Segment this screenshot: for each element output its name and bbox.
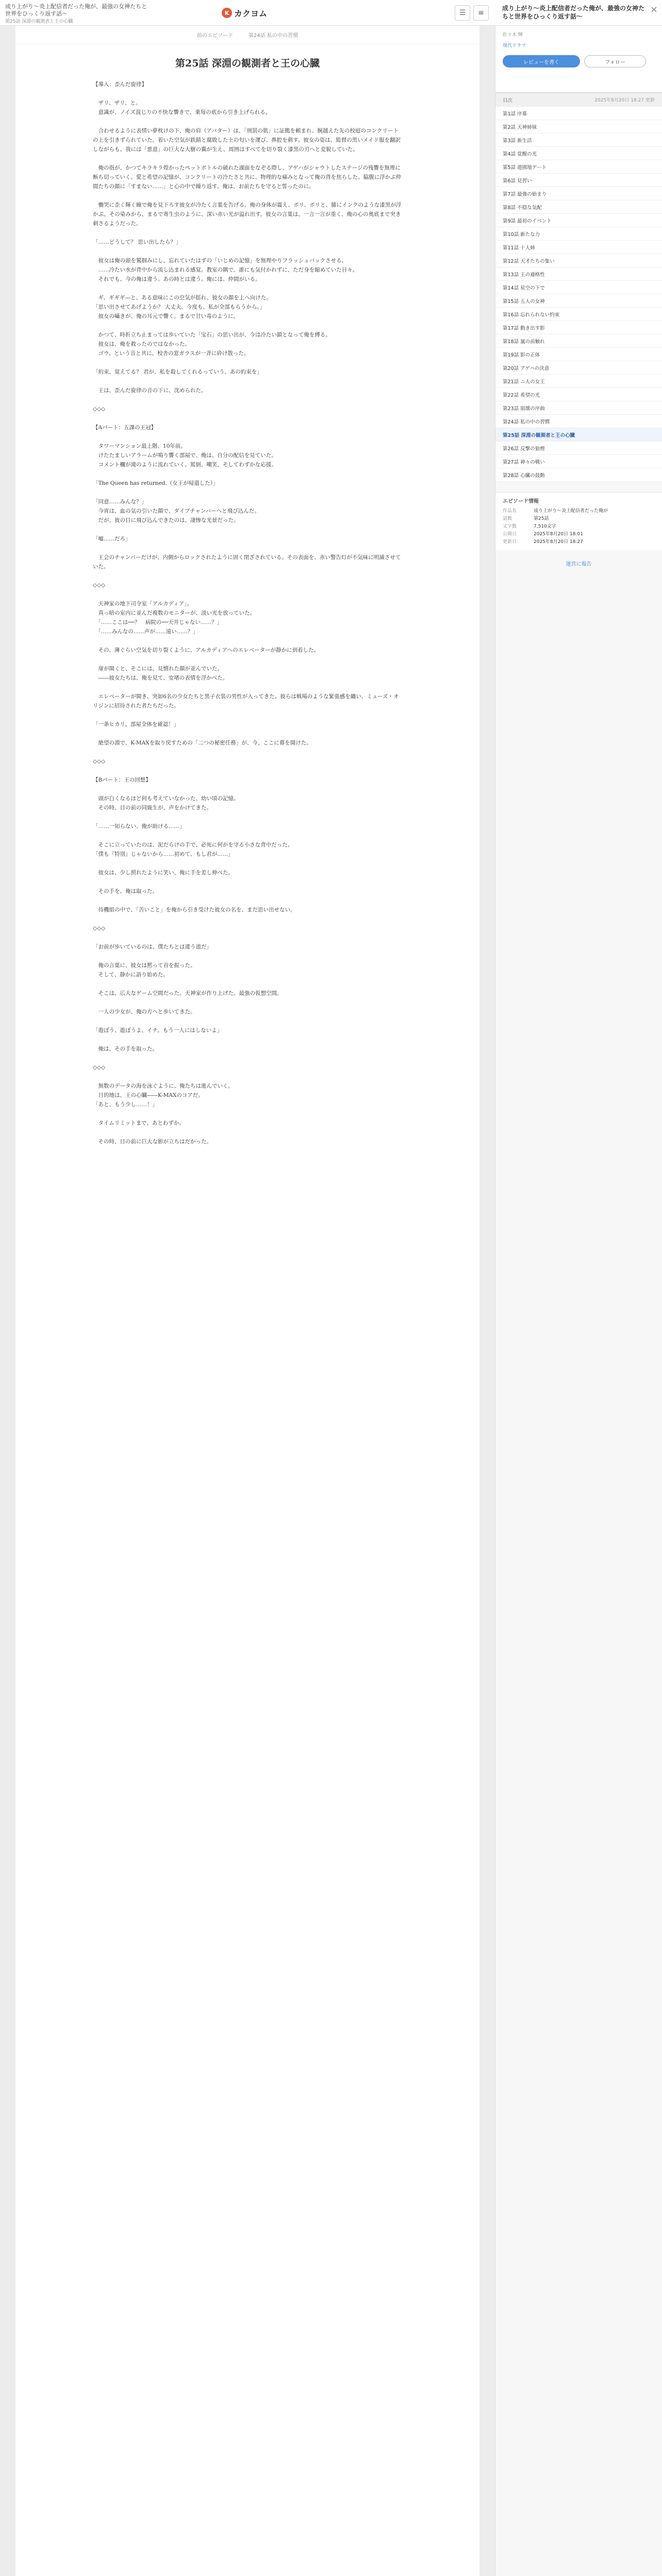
paragraph: その手を、俺は取った。 (93, 888, 158, 894)
toc-episode-item[interactable]: 第14話 星空の下で (495, 281, 662, 294)
paragraph (93, 812, 402, 822)
paragraph: 「お前が歩いているのは、僕たちとは違う道だ」 (93, 944, 212, 950)
paragraph (93, 117, 402, 126)
paragraph: 俺の指が、かつてキラキラ煌かったペットボトルの破れた湖面をなぞる際し、アゲハがシャウトしたステージの残響を無理に断ち切っていく。愛と希望の記憶が、コンクリートの冷たさと共に、物理的な痛みとなって俺の背を焦らした。脇腹に浮かぶ仲間たちの顔に「すまない……」と心の中で繰り返す。俺は、お前たちを守ると誓ったのに。 (93, 165, 402, 190)
paragraph (93, 154, 402, 163)
paragraph: 【Aパート：五課の王冠】 (93, 425, 157, 431)
paragraph: 彼女は、俺を救ったのではなかった。 (93, 341, 190, 347)
paragraph: 扉が開くと、そこには、見慣れた顔が並んでいた。 (93, 666, 223, 672)
toc-episode-item[interactable]: 第10話 新たな力 (495, 227, 662, 241)
paragraph (93, 358, 402, 367)
author-name[interactable]: 佐々木 輝 (503, 32, 523, 38)
paragraph: 「思い出させてあげようか？ 大丈夫、今度も、私が全部もらうから。」 (93, 304, 266, 310)
paragraph (93, 748, 402, 757)
logo-mark-icon: K (222, 8, 232, 18)
toc-episode-item[interactable]: 第18話 嵐の前触れ (495, 334, 662, 348)
paragraph (93, 247, 402, 256)
episode-subtitle: 第25話 深淵の観測者と王の心臓 (5, 19, 73, 24)
toc-episode-item[interactable]: 第24話 私の中の習慣 (495, 415, 662, 428)
toc-header: 目次 2025年8月20日 18:27 更新 (495, 93, 662, 107)
paragraph: エレベーターが開き、突如6名の少女たちと黒子衣装の男性が入ってきた。彼らは戦場のような緊張感を纏い、ミューズ・オリジンに招待された者たちだった。 (93, 693, 399, 709)
paragraph: 「The Queen has returned.（女王が帰還した）」 (93, 480, 219, 486)
paragraph: コメント欄が滝のように流れていく。罵倒、嘲笑、そしてわずかな応援。 (93, 462, 277, 468)
paragraph: ギ、ギギギ―と、ある意味にこの空気が揺れ、彼女の顔を上へ向けた。 (93, 295, 272, 301)
paragraph (93, 1109, 402, 1118)
top-bar (0, 0, 495, 26)
episode-body (15, 80, 479, 1146)
toc-episode-item[interactable]: 第5話 遊園地デート (495, 160, 662, 174)
paragraph: 「約束、覚えてる？ 君が、私を殺してくれるっていう、あの約束を」 (93, 369, 262, 375)
paragraph (93, 284, 402, 293)
toc-episode-item[interactable]: 第2話 天神姉妹 (495, 120, 662, 133)
paragraph (93, 914, 402, 924)
paragraph (93, 636, 402, 646)
toc-episode-item[interactable]: 第15話 五人の女神 (495, 294, 662, 308)
paragraph: 頭が白くなるほど何も考えていなかった、幼い頃の記憶。 (93, 795, 239, 802)
paragraph (93, 979, 402, 989)
paragraph: だが、彼の目に飛び込んできたのは、凄惨な光景だった。 (93, 517, 239, 523)
paragraph: 「遊ぼう、遊ぼうよ、イチ。もう一人にはしないよ」 (93, 1027, 223, 1033)
paragraph (93, 544, 402, 553)
paragraph (93, 571, 402, 581)
paragraph (93, 89, 402, 98)
side-header (495, 0, 662, 26)
paragraph: ゴウ、という音と共に、校舎の窓ガラスが一斉に砕け散った。 (93, 350, 250, 357)
toc-episode-item[interactable]: 第9話 最初のイベント (495, 214, 662, 227)
paragraph: 無数のデータの海を泳ぐように、俺たちは進んでいく。 (93, 1083, 234, 1089)
paragraph: 【導入：歪んだ旋律】 (93, 81, 147, 88)
toc-episode-item[interactable]: 第22話 希望の光 (495, 388, 662, 401)
episode-info-row: 文字数 7,510文字 (503, 524, 556, 529)
paragraph: その、薄ぐらい空気を切り裂くように、アルカディアへのエレベーターが静かに到着した。 (93, 647, 320, 653)
toc-episode-item[interactable]: 第25話 深淵の観測者と王の心臓 (495, 428, 662, 442)
paragraph (93, 469, 402, 479)
paragraph: ◇◇◇ (93, 582, 106, 588)
toc-episode-item[interactable]: 第1話 序幕 (495, 107, 662, 120)
paragraph (93, 590, 402, 599)
prev-episode-link[interactable]: 前のエピソード (197, 33, 234, 39)
work-title[interactable]: 成り上がり〜炎上配信者だった俺が、最強の女神たちと世界をひっくり返す話〜 (5, 3, 147, 17)
review-button[interactable]: レビューを書く (503, 55, 580, 67)
paragraph: 「……ここは──？ 病院の──天井じゃない……？」 (93, 619, 223, 625)
paragraph: そこに立っていたのは、泥だらけの手で、必死に何かを守る小さな背中だった。 (93, 842, 293, 848)
toc-episode-item[interactable]: 第8話 不穏な気配 (495, 200, 662, 214)
paragraph: 彼女は俺の頭を鷲掴みにし、忘れていたはずの「いじめの記憶」を無理やりフラッシュバックさせる。 (93, 258, 347, 264)
paragraph (93, 896, 402, 905)
paragraph (93, 998, 402, 1007)
paragraph (93, 432, 402, 442)
paragraph: タイムリミットまで、あとわずか。 (93, 1120, 185, 1126)
toc-episode-item[interactable]: 第4話 覚醒の光 (495, 147, 662, 160)
paragraph (93, 831, 402, 840)
toc-episode-item[interactable]: 第6話 見習い (495, 174, 662, 187)
paragraph: それでも、今の俺は違う。あの時とは違う。俺には、仲間がいる。 (93, 276, 261, 282)
paragraph (93, 877, 402, 887)
toc-episode-item[interactable]: 第21話 ニ人の女王 (495, 375, 662, 388)
close-icon[interactable]: × (650, 4, 658, 15)
toc-episode-item[interactable]: 第26話 反撃の狼煙 (495, 442, 662, 455)
paragraph (93, 1128, 402, 1137)
paragraph: ……冷たい水が背中から流し込まれる感覚。教室の隅で、誰にも気付かれずに、ただ身を縮めていた日々。 (93, 267, 358, 273)
paragraph: かつて、時折立ち止まっては歩いていた「宝石」の思い出が、今は冷たい鎖となって俺を縛る。 (93, 332, 331, 338)
current-episode-label: 第24話 私の中の習慣 (249, 33, 298, 39)
paragraph: 待機組の中で、「苦いこと」を俺から引き受けた彼女の名を、まだ思い出せない。 (93, 907, 296, 913)
paragraph: 慟哭に歪く輝く瞳で俺を見下ろす彼女が冷たく言葉を告げる。俺の身体が震え、ポリ、ポリと、膝にインクのような漆黒が浮かぶ。その染みから、まるで寄生虫のように、深い赤い光が溢れ出す。彼女の言葉は、一言一言が重く、俺の心の奥底まで突き刺さるようだった。 (93, 202, 402, 227)
paragraph (93, 395, 402, 404)
paragraph (93, 525, 402, 534)
paragraph (93, 488, 402, 497)
sidebar (495, 26, 662, 2576)
paragraph: 絶望の淵で、K-MAXを取り戻すための「二つの秘密任務」が、今、ここに幕を開けた。 (93, 740, 312, 746)
toc-episode-item[interactable]: 第11話 十人姉 (495, 241, 662, 254)
paragraph: 「僕も『特別』じゃないから……初めて、もし君が……」 (93, 851, 234, 857)
paragraph: ザリ、ザリ、と。 (93, 100, 141, 106)
toc-episode-item[interactable]: 第13話 王の適格性 (495, 267, 662, 281)
site-logo[interactable]: K カクヨム (222, 6, 267, 20)
paragraph: 「……みんなの……声が……遠い……？」 (93, 629, 198, 635)
paragraph: 王は、歪んだ旋律の音の下に、沈められた。 (93, 387, 207, 394)
episode-info-row: 公開日 2025年8月20日 18:01 (503, 532, 583, 537)
paragraph: けたたましいアラームが鳴り響く部屋で、俺は、自分の配信を見ていた。 (93, 452, 277, 459)
settings-icon[interactable]: ☰ (455, 5, 470, 21)
paragraph (93, 859, 402, 868)
paragraph (93, 729, 402, 738)
paragraph: 一人の少女が、俺の方へと歩いてきた。 (93, 1009, 196, 1015)
paragraph (93, 1016, 402, 1026)
toc-episode-item[interactable]: 第20話 アゲハの決意 (495, 361, 662, 375)
paragraph: 「……一知らない、俺が助ける……」 (93, 823, 185, 829)
paragraph: 今宵は、血の気の引いた顔で、ダイブチャンバーへと飛び込んだ。 (93, 508, 260, 514)
paragraph: 「……どうして？ 思い出したら？」 (93, 239, 181, 245)
paragraph: 真っ暗の室内に並んだ複数のモニターが、淡い光を放っていた。 (93, 610, 255, 616)
paragraph (93, 952, 402, 961)
paragraph: その時、目の前の同級生が、声をかけてきた。 (93, 805, 212, 811)
toc-episode-item[interactable]: 第17話 動き出す影 (495, 321, 662, 334)
paragraph: その時、目の前に巨大な影が立ちはだかった。 (93, 1139, 212, 1145)
paragraph: 彼女は、少し照れたように笑い、俺に手を差し伸べた。 (93, 870, 234, 876)
paragraph: 王会のチャンバーだけが、内側からロックされたように固く閉ざされている。その表面を、赤い警告灯が不気味に明滅させていた。 (93, 554, 401, 570)
paragraph (93, 414, 402, 423)
paragraph (93, 785, 402, 794)
report-link[interactable]: 運営に報告 (566, 562, 592, 567)
paragraph: 「一条ヒカリ、部屋全体を確認！」 (93, 721, 179, 727)
paragraph: そこは、広大なゲーム空間だった。天神家が作り上げた、最強の仮想空間。 (93, 990, 283, 996)
episode-nav (15, 26, 479, 44)
paragraph (93, 1035, 402, 1044)
paragraph (93, 766, 402, 775)
paragraph: 合わせるように表情い夢枕けの下、俺の肩（アバター）は、「刑罰の肌」に証拠を頼まれ、腕越えた先の校庭のコンクリートの上を引きずられていた。着いた空気が鉄錆と腐敗した土の匂いを運び、鼻腔を刺す。彼女の姿は、監督の黒いメイド服を翻訳しながらも、我には「悪意」の巨大な大樹の翼が生え、周囲はすべてを切り裂く漆黒の刃へと変貌していた。 (93, 128, 401, 152)
paragraph (93, 321, 402, 330)
episode-info-header: エピソード情報 (503, 499, 539, 504)
paragraph: ――彼女たちは、俺を見て、安堵の表情を浮かべた。 (93, 675, 228, 681)
genre-tag[interactable]: 現代ドラマ (503, 43, 526, 48)
toc-episode-item[interactable]: 第28話 心臓の鼓動 (495, 468, 662, 482)
toc-episode-item[interactable]: 第7話 最強の始まり (495, 187, 662, 200)
paragraph: 俺の言葉に、彼女は黙って首を振った。 (93, 962, 196, 969)
paragraph: 「同意……みんな？」 (93, 499, 147, 505)
episode-info-row: 作品名 成り上がり〜炎上配信者だった俺が (503, 509, 608, 514)
paragraph: ◇◇◇ (93, 925, 106, 931)
paragraph: 目的地は、王の心臓――K-MAXのコアだ。 (93, 1092, 204, 1098)
table-of-contents (495, 93, 662, 482)
paragraph: 意識が、ノイズ混じりの不快な響きで、乗毎の底から引き上げられる。 (93, 109, 271, 115)
paragraph (93, 1072, 402, 1081)
paragraph: 俺は、その手を取った。 (93, 1046, 158, 1052)
toc-episode-item[interactable]: 第19話 影の正体 (495, 348, 662, 361)
paragraph (93, 683, 402, 692)
side-work-title[interactable]: 成り上がり〜炎上配信者だった俺が、最強の女神たちと世界をひっくり返す話〜 (502, 5, 645, 20)
paragraph: 天神家の地下司令室「アルカディア」。 (93, 601, 192, 607)
paragraph (93, 228, 402, 238)
paragraph: 「あと、もう少し……！」 (93, 1101, 158, 1108)
paragraph (93, 655, 402, 664)
toc-episode-item[interactable]: 第27話 神々の戦い (495, 455, 662, 468)
paragraph: 「嘘……だろ」 (93, 536, 131, 542)
follow-button[interactable]: フォロー (584, 55, 646, 67)
paragraph: タワーマンション最上階、10年前。 (93, 443, 186, 449)
paragraph (93, 933, 402, 942)
paragraph: ◇◇◇ (93, 1064, 106, 1071)
toc-episode-item[interactable]: 第12話 天才たちの集い (495, 254, 662, 267)
paragraph (93, 191, 402, 200)
episode-info (495, 492, 662, 550)
episode-title: 第25話 深淵の観測者と王の心臓 (175, 58, 320, 69)
paragraph: ◇◇◇ (93, 406, 106, 412)
toc-episode-item[interactable]: 第23話 崩壊の序曲 (495, 401, 662, 415)
paragraph: 彼女の囁きが、俺の耳元で響く。まるで甘い毒のように。 (93, 313, 239, 319)
paragraph: ◇◇◇ (93, 758, 106, 765)
episode-info-row: 話数 第25話 (503, 516, 549, 521)
toc-episode-item[interactable]: 第16話 忘れられない約束 (495, 308, 662, 321)
menu-icon[interactable]: ≡ (473, 5, 489, 21)
work-info (495, 26, 662, 93)
paragraph: そして、静かに語り始めた。 (93, 972, 169, 978)
paragraph: 【Bパート：王の回想】 (93, 777, 151, 783)
toc-episode-item[interactable]: 第3話 新生活 (495, 133, 662, 147)
episode-info-row: 更新日 2025年8月20日 18:27 (503, 539, 583, 545)
paragraph (93, 1054, 402, 1063)
paragraph (93, 377, 402, 386)
reading-pane (15, 26, 479, 2576)
paragraph (93, 710, 402, 720)
